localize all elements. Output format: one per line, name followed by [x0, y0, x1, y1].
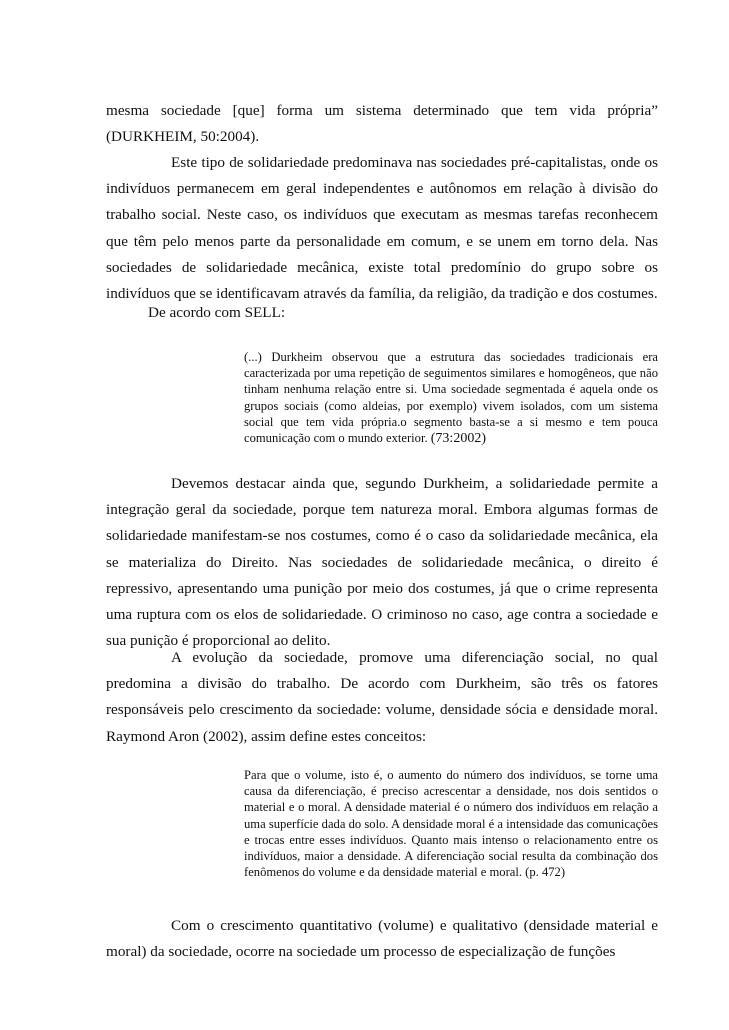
paragraph-social-evolution: A evolução da sociedade, promove uma diferenciação social, no qual predomina a divisão do trabalho. De acordo com Durkheim, são três os fatores responsáveis pelo crescimento da sociedade: volume, densidade sócia e densidade moral. Raymond Aron (2002), assim define estes conceitos:	[106, 649, 658, 745]
block-quote-sell-citation: (73:2002)	[430, 431, 486, 447]
paragraph-moral-nature: Devemos destacar ainda que, segundo Durkheim, a solidariedade permite a integração geral da sociedade, porque tem natureza moral. Embora algumas formas de solidariedade manifestam-se nos costumes, como é o caso da solidariedade mecânica, ela se materializa do Direito. Nas sociedades de solidariedade mecânica, o direito é repressivo, apresentando uma punição por meio dos costumes, já que o crime representa uma ruptura com os elos de solidariedade. O criminoso no caso, age contra a sociedade e sua punição é proporcional ao delito.	[106, 475, 658, 650]
block-quote-sell	[244, 349, 658, 447]
block-quote-sell-text: (...) Durkheim observou que a estrutura das sociedades tradicionais era caracterizada por uma repetição de seguimentos similares e homogêneos, que não tinham nenhuma relação entre si. Uma sociedade segmentada é aquela onde os grupos sociais (como aldeias, por exemplo) vivem isolados, com um sistema social que tem vida própria.o segmento basta-se a si mesmo e tem pouca comunicação com o mundo exterior.	[244, 350, 658, 446]
paragraph-specialization: Com o crescimento quantitativo (volume) e qualitativo (densidade material e moral) da sociedade, ocorre na sociedade um processo de especialização de funções	[106, 917, 658, 961]
paragraph-mechanical-solidarity: Este tipo de solidariedade predominava nas sociedades pré-capitalistas, onde os indivíduos permanecem em geral independentes e autônomos em relação à divisão do trabalho social. Neste caso, os indivíduos que executam as mesmas tarefas reconhecem que têm pelo menos parte da personalidade em comum, e se unem em torno dela. Nas sociedades de solidariedade mecânica, existe total predomínio do grupo sobre os indivíduos que se identificavam através da família, da religião, da tradição e dos costumes.	[106, 154, 658, 303]
paragraph-sell-intro: De acordo com SELL:	[148, 304, 286, 321]
paragraph-continuation: mesma sociedade [que] forma um sistema determinado que tem vida própria” (DURKHEIM, 50:2004).	[106, 102, 658, 146]
block-quote-aron: Para que o volume, isto é, o aumento do número dos indivíduos, se torne uma causa da diferenciação, é preciso acrescentar a densidade, nos dois sentidos o material e o moral. A densidade material é o número dos indivíduos em relação a uma superfície dada do solo. A densidade moral é a intensidade das comunicações e trocas entre esses indivíduos. Quanto mais intenso o relacionamento entre os indivíduos, maior a densidade. A diferenciação social resulta da combinação dos fenômenos do volume e da densidade material e moral. (p. 472)	[244, 768, 658, 880]
